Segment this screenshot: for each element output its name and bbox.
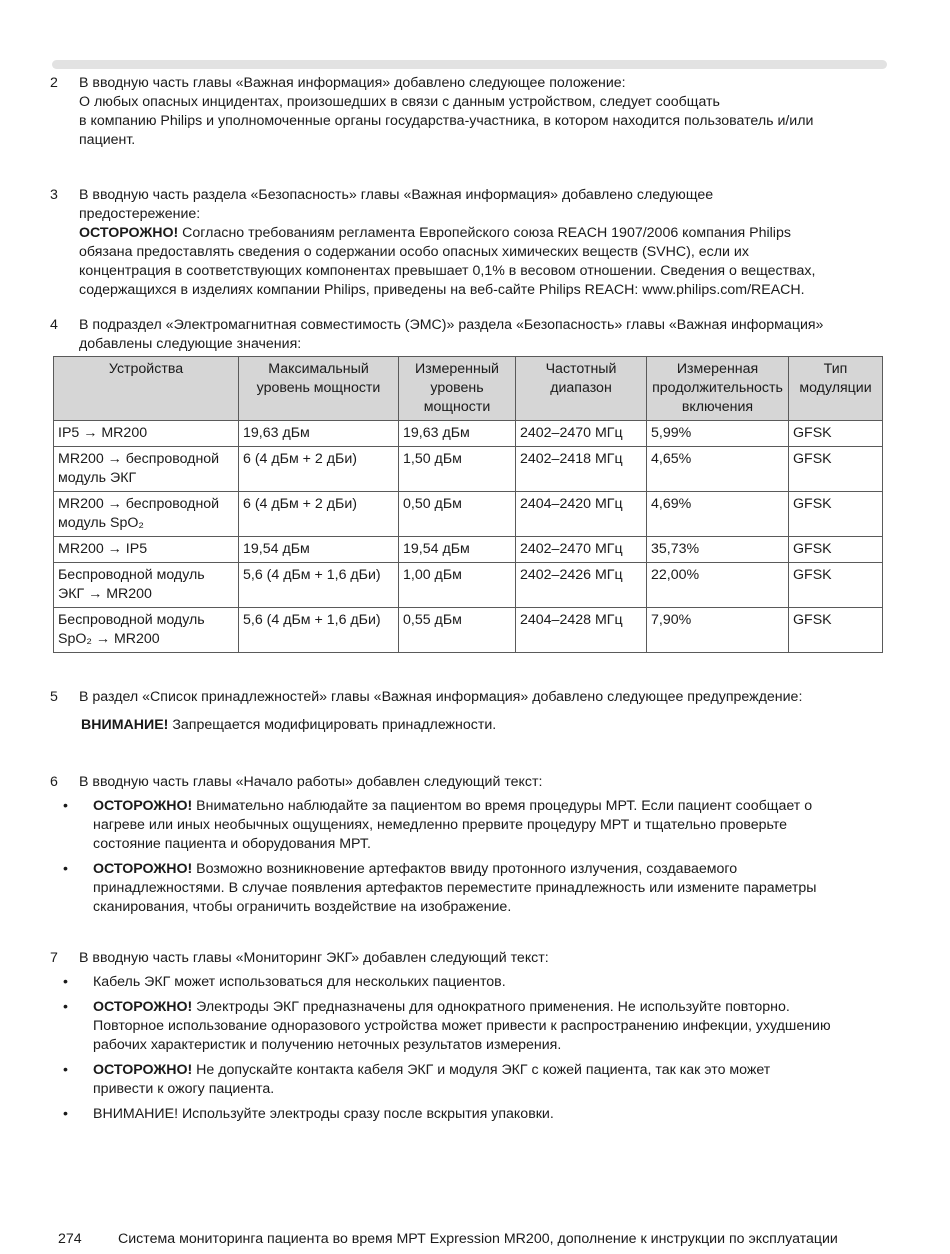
text-line: предостережение: [79,206,201,222]
table-cell: 7,90% [647,608,789,653]
table-cell: 2404–2428 МГц [516,608,647,653]
text-line: добавлены следующие значения: [79,336,302,352]
text-line: обязана предоставлять сведения о содержании особо опасных химических веществ (SVHC), если их [79,244,749,260]
notice-label: ВНИМАНИЕ! [81,717,169,733]
table-cell: MR200 → беспроводной модуль SpO₂ [54,492,239,537]
item-text [79,186,890,300]
list-item: • ОСТОРОЖНО! Не допускайте контакта кабеля ЭКГ и модуля ЭКГ с кожей пациента, так как это может привести к ожогу пациента. [50,1061,890,1099]
caution-label: ОСТОРОЖНО! [79,225,179,241]
item-text [79,949,890,968]
caution-line [79,224,890,243]
list-item: • ОСТОРОЖНО! Возможно возникновение артефактов ввиду протонного излучения, создаваемого принадлежностями. В случае появления артефактов переместите принадлежность или измените параметры сканирования, чтобы ограничить воздействие на изображение. [50,860,890,917]
table-row [54,608,883,653]
table-cell: 2402–2426 МГц [516,563,647,608]
table-row [54,492,883,537]
table-cell: 1,00 дБм [399,563,516,608]
table-cell: GFSK [789,563,883,608]
table-cell: Беспроводной модуль SpO₂ → MR200 [54,608,239,653]
section-7 [50,949,890,1130]
header-frequency: Частотный диапазон [516,357,647,421]
table-cell: 2402–2470 МГц [516,421,647,447]
header-duty-cycle: Измеренная продолжительность включения [647,357,789,421]
caution-text: Согласно требованиям регламента Европейского союза REACH 1907/2006 компания Philips [178,225,791,241]
table-cell: IP5 → MR200 [54,421,239,447]
table-row [54,421,883,447]
text-line: пациент. [79,132,136,148]
header-bar [52,60,887,69]
text-line: В вводную часть главы «Мониторинг ЭКГ» добавлен следующий текст: [79,950,549,966]
table-cell: GFSK [789,447,883,492]
table-cell: GFSK [789,421,883,447]
list-item: • ОСТОРОЖНО! Электроды ЭКГ предназначены для однократного применения. Не используйте повторно. Повторное использование одноразового устройства может привести к распространению инфекции, ухудшению рабочих характеристик и получению неточных результатов измерения. [50,998,890,1055]
table-cell: GFSK [789,537,883,563]
item-text [79,74,890,150]
table-cell: 19,63 дБм [239,421,399,447]
table-cell: 19,54 дБм [239,537,399,563]
notice-line [81,716,890,735]
text-line: в компанию Philips и уполномоченные органы государства-участника, в котором находится пользователь и/или [79,113,814,129]
table-cell: 35,73% [647,537,789,563]
bullet-list [50,797,890,917]
list-item: • ОСТОРОЖНО! Внимательно наблюдайте за пациентом во время процедуры МРТ. Если пациент сообщает о нагреве или иных необычных ощущениях, немедленно прервите процедуру МРТ и тщательно проверьте состояние пациента и оборудования МРТ. [50,797,890,854]
list-item: • ВНИМАНИЕ! Используйте электроды сразу после вскрытия упаковки. [50,1105,890,1124]
section-6 [50,773,890,923]
table-cell: GFSK [789,492,883,537]
section-4 [50,316,890,653]
table-cell: 2402–2470 МГц [516,537,647,563]
table-cell: Беспроводной модуль ЭКГ → MR200 [54,563,239,608]
item-number: 6 [50,774,58,790]
table-cell: MR200 → беспроводной модуль ЭКГ [54,447,239,492]
item-number: 5 [50,689,58,705]
item-number: 2 [50,75,58,91]
table-cell: GFSK [789,608,883,653]
table-cell: 6 (4 дБм + 2 дБи) [239,492,399,537]
footer-title: Система мониторинга пациента во время МРТ Expression MR200, дополнение к инструкции по эксплуатации [118,1231,838,1247]
section-3 [50,186,890,300]
table-cell: 2402–2418 МГц [516,447,647,492]
table-cell: 5,6 (4 дБм + 1,6 дБи) [239,608,399,653]
item-number: 3 [50,187,58,203]
table-row [54,537,883,563]
bullet-list [50,973,890,1124]
text-line: В вводную часть главы «Начало работы» добавлен следующий текст: [79,774,543,790]
text-line: В вводную часть раздела «Безопасность» главы «Важная информация» добавлено следующее [79,187,714,203]
table-cell: 1,50 дБм [399,447,516,492]
text-line: В подраздел «Электромагнитная совместимость (ЭМС)» раздела «Безопасность» главы «Важная информация» [79,317,824,333]
text-line: содержащихся в изделиях компании Philips, приведены на веб-сайте Philips REACH: www.philips.com/REACH. [79,282,805,298]
item-number: 7 [50,950,58,966]
table-cell: 19,54 дБм [399,537,516,563]
table-cell: 6 (4 дБм + 2 дБи) [239,447,399,492]
table-cell: 19,63 дБм [399,421,516,447]
text-line: В раздел «Список принадлежностей» главы «Важная информация» добавлено следующее предупреждение: [79,689,803,705]
list-item: • Кабель ЭКГ может использоваться для нескольких пациентов. [50,973,890,992]
page-number: 274 [58,1231,82,1247]
section-2 [50,74,890,150]
table-cell: 0,50 дБм [399,492,516,537]
table-cell: 4,69% [647,492,789,537]
item-text [79,688,890,707]
section-5 [50,688,890,735]
notice-text: Запрещается модифицировать принадлежности. [168,717,497,733]
header-measured-power: Измеренный уровень мощности [399,357,516,421]
table-cell: 5,6 (4 дБм + 1,6 дБи) [239,563,399,608]
table-cell: 4,65% [647,447,789,492]
table-cell: 0,55 дБм [399,608,516,653]
table-cell: MR200 → IP5 [54,537,239,563]
header-modulation: Тип модуляции [789,357,883,421]
header-devices: Устройства [54,357,239,421]
table-cell: 22,00% [647,563,789,608]
item-text [79,773,890,792]
table-cell: 5,99% [647,421,789,447]
table-row [54,563,883,608]
text-line: концентрация в соответствующих компонентах превышает 0,1% в весовом отношении. Сведения о веществах, [79,263,816,279]
item-text [79,316,890,354]
text-line: О любых опасных инцидентах, произошедших в связи с данным устройством, следует сообщать [79,94,720,110]
table-cell: 2404–2420 МГц [516,492,647,537]
header-max-power: Максимальный уровень мощности [239,357,399,421]
emc-table [53,356,883,653]
table-header-row [54,357,883,421]
text-line: В вводную часть главы «Важная информация» добавлено следующее положение: [79,75,626,91]
item-number: 4 [50,317,58,333]
table-row [54,447,883,492]
